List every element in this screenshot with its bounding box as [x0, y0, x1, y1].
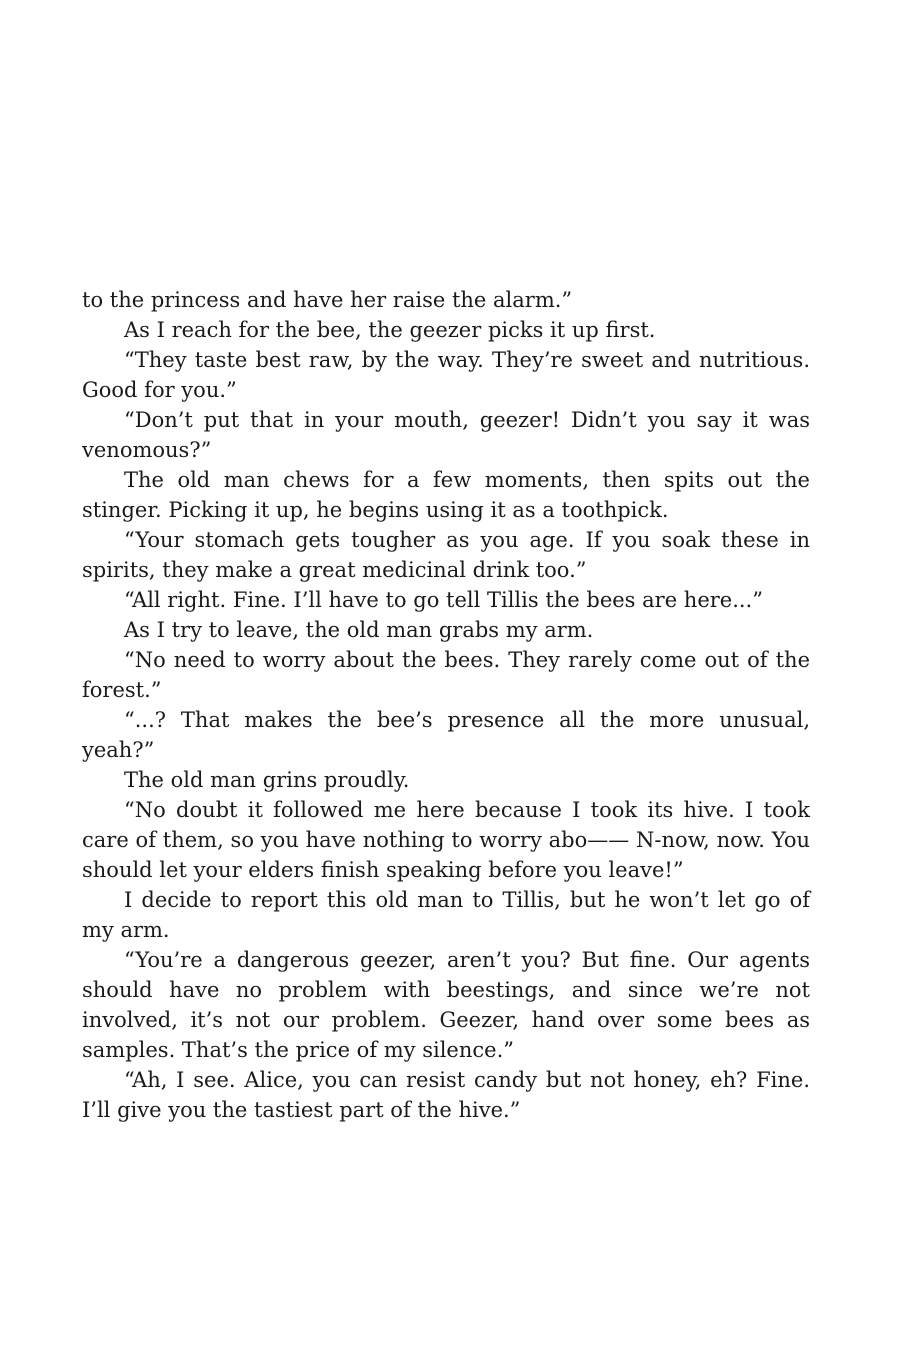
- paragraph: “Ah, I see. Alice, you can resist candy but not honey, eh? Fine. I’ll give you the tastiest part of the hive.”: [82, 1068, 810, 1122]
- paragraph: As I reach for the bee, the geezer picks it up first.: [124, 318, 656, 342]
- paragraph: “No need to worry about the bees. They rarely come out of the forest.”: [82, 648, 810, 702]
- paragraph: As I try to leave, the old man grabs my arm.: [124, 618, 594, 642]
- paragraph: The old man chews for a few moments, then spits out the stinger. Picking it up, he begins using it as a toothpick.: [82, 468, 810, 522]
- paragraph: “Your stomach gets tougher as you age. If you soak these in spirits, they make a great medicinal drink too.”: [82, 528, 810, 582]
- paragraph: “...? That makes the bee’s presence all the more unusual, yeah?”: [82, 708, 810, 762]
- paragraph: The old man grins proudly.: [124, 768, 410, 792]
- paragraph: I decide to report this old man to Tillis, but he won’t let go of my arm.: [82, 888, 810, 942]
- paragraph: “They taste best raw, by the way. They’re sweet and nutritious. Good for you.”: [82, 348, 810, 402]
- paragraph-continued: to the princess and have her raise the alarm.”: [82, 288, 573, 312]
- page-body: [82, 285, 810, 1125]
- paragraph: “No doubt it followed me here because I took its hive. I took care of them, so you have nothing to worry abo—— N-now, now. You should let your elders finish speaking before you leave!”: [82, 798, 810, 882]
- paragraph: “Don’t put that in your mouth, geezer! Didn’t you say it was venomous?”: [82, 408, 810, 462]
- paragraph: “All right. Fine. I’ll have to go tell Tillis the bees are here...”: [124, 588, 763, 612]
- paragraph: “You’re a dangerous geezer, aren’t you? But fine. Our agents should have no problem with beestings, and since we’re not involved, it’s not our problem. Geezer, hand over some bees as samples. That’s the price of my silence.”: [82, 948, 810, 1062]
